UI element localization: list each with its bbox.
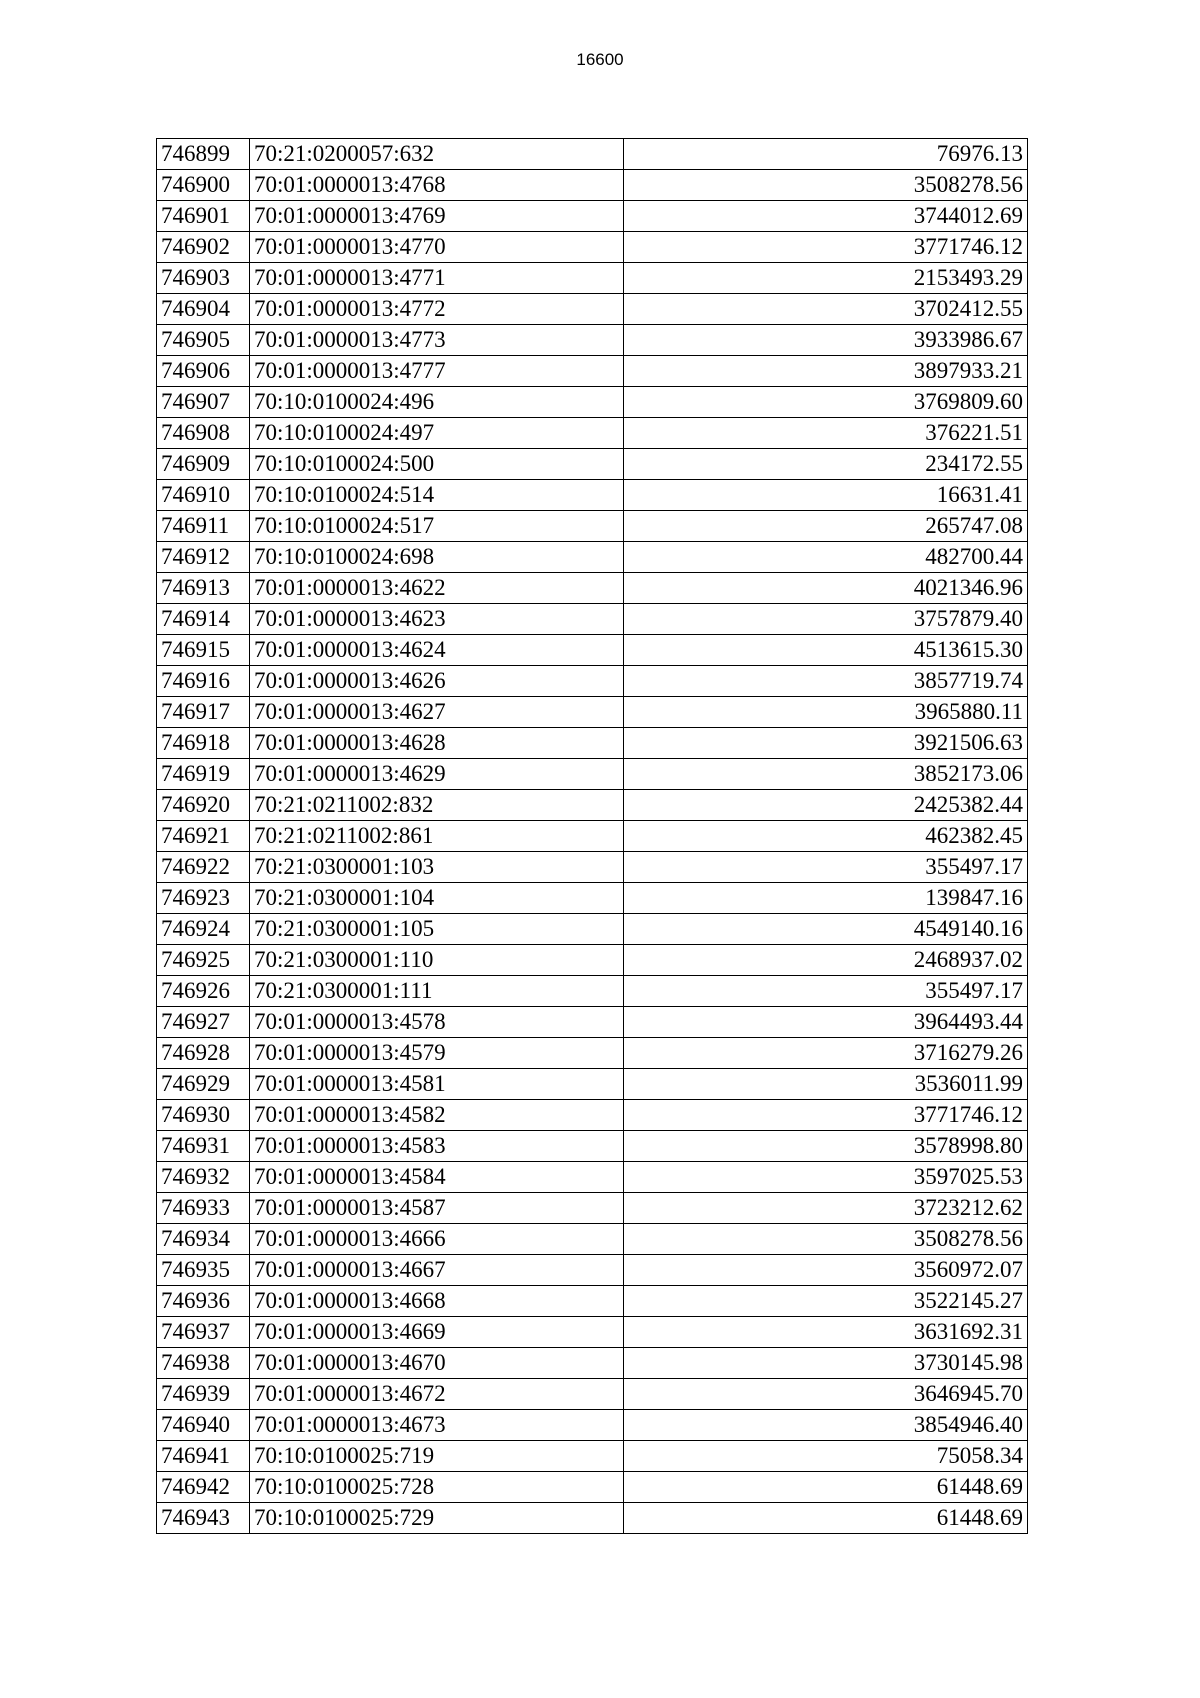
cadastral-number-cell: 70:01:0000013:4772 (250, 294, 624, 325)
row-number-cell: 746901 (157, 201, 250, 232)
table-row (157, 976, 1028, 1007)
table-row (157, 263, 1028, 294)
table-row (157, 852, 1028, 883)
table-row (157, 790, 1028, 821)
value-cell: 3852173.06 (624, 759, 1028, 790)
value-cell: 3508278.56 (624, 170, 1028, 201)
row-number-cell: 746934 (157, 1224, 250, 1255)
row-number-cell: 746907 (157, 387, 250, 418)
cadastral-number-cell: 70:10:0100024:496 (250, 387, 624, 418)
row-number-cell: 746924 (157, 914, 250, 945)
table-row (157, 573, 1028, 604)
cadastral-number-cell: 70:01:0000013:4667 (250, 1255, 624, 1286)
table-row (157, 325, 1028, 356)
value-cell: 3723212.62 (624, 1193, 1028, 1224)
value-cell: 2468937.02 (624, 945, 1028, 976)
cadastral-number-cell: 70:10:0100024:500 (250, 449, 624, 480)
table-row (157, 201, 1028, 232)
cadastral-number-cell: 70:01:0000013:4581 (250, 1069, 624, 1100)
value-cell: 3757879.40 (624, 604, 1028, 635)
value-cell: 3730145.98 (624, 1348, 1028, 1379)
cadastral-number-cell: 70:01:0000013:4626 (250, 666, 624, 697)
row-number-cell: 746910 (157, 480, 250, 511)
row-number-cell: 746906 (157, 356, 250, 387)
cadastral-number-cell: 70:21:0300001:110 (250, 945, 624, 976)
value-cell: 3631692.31 (624, 1317, 1028, 1348)
row-number-cell: 746923 (157, 883, 250, 914)
value-cell: 3769809.60 (624, 387, 1028, 418)
cadastral-number-cell: 70:01:0000013:4627 (250, 697, 624, 728)
cadastral-number-cell: 70:01:0000013:4773 (250, 325, 624, 356)
cadastral-number-cell: 70:10:0100024:514 (250, 480, 624, 511)
table-body (157, 139, 1028, 1534)
value-cell: 462382.45 (624, 821, 1028, 852)
value-cell: 16631.41 (624, 480, 1028, 511)
cadastral-number-cell: 70:01:0000013:4669 (250, 1317, 624, 1348)
value-cell: 355497.17 (624, 852, 1028, 883)
row-number-cell: 746926 (157, 976, 250, 1007)
cadastral-number-cell: 70:01:0000013:4622 (250, 573, 624, 604)
cadastral-number-cell: 70:01:0000013:4624 (250, 635, 624, 666)
row-number-cell: 746929 (157, 1069, 250, 1100)
value-cell: 376221.51 (624, 418, 1028, 449)
row-number-cell: 746905 (157, 325, 250, 356)
cadastral-number-cell: 70:01:0000013:4628 (250, 728, 624, 759)
value-cell: 75058.34 (624, 1441, 1028, 1472)
table-row (157, 1441, 1028, 1472)
table-row (157, 728, 1028, 759)
value-cell: 3536011.99 (624, 1069, 1028, 1100)
row-number-cell: 746908 (157, 418, 250, 449)
value-cell: 4513615.30 (624, 635, 1028, 666)
value-cell: 234172.55 (624, 449, 1028, 480)
value-cell: 355497.17 (624, 976, 1028, 1007)
value-cell: 265747.08 (624, 511, 1028, 542)
cadastral-number-cell: 70:10:0100025:719 (250, 1441, 624, 1472)
table-row (157, 1131, 1028, 1162)
cadastral-number-cell: 70:01:0000013:4582 (250, 1100, 624, 1131)
cadastral-number-cell: 70:21:0200057:632 (250, 139, 624, 170)
row-number-cell: 746932 (157, 1162, 250, 1193)
value-cell: 3522145.27 (624, 1286, 1028, 1317)
cadastral-number-cell: 70:01:0000013:4769 (250, 201, 624, 232)
value-cell: 3857719.74 (624, 666, 1028, 697)
row-number-cell: 746909 (157, 449, 250, 480)
table-row (157, 945, 1028, 976)
table-row (157, 1038, 1028, 1069)
value-cell: 3771746.12 (624, 232, 1028, 263)
value-cell: 3646945.70 (624, 1379, 1028, 1410)
row-number-cell: 746940 (157, 1410, 250, 1441)
value-cell: 3965880.11 (624, 697, 1028, 728)
value-cell: 3921506.63 (624, 728, 1028, 759)
row-number-cell: 746918 (157, 728, 250, 759)
value-cell: 61448.69 (624, 1472, 1028, 1503)
table-row (157, 1410, 1028, 1441)
table-row (157, 666, 1028, 697)
row-number-cell: 746912 (157, 542, 250, 573)
row-number-cell: 746943 (157, 1503, 250, 1534)
cadastral-number-cell: 70:10:0100024:497 (250, 418, 624, 449)
value-cell: 3933986.67 (624, 325, 1028, 356)
row-number-cell: 746925 (157, 945, 250, 976)
row-number-cell: 746917 (157, 697, 250, 728)
value-cell: 3744012.69 (624, 201, 1028, 232)
cadastral-number-cell: 70:01:0000013:4578 (250, 1007, 624, 1038)
table-row (157, 1379, 1028, 1410)
row-number-cell: 746919 (157, 759, 250, 790)
value-cell: 3560972.07 (624, 1255, 1028, 1286)
value-cell: 2153493.29 (624, 263, 1028, 294)
table-row (157, 480, 1028, 511)
value-cell: 139847.16 (624, 883, 1028, 914)
value-cell: 3597025.53 (624, 1162, 1028, 1193)
table-row (157, 294, 1028, 325)
value-cell: 3897933.21 (624, 356, 1028, 387)
value-cell: 3854946.40 (624, 1410, 1028, 1441)
value-cell: 4549140.16 (624, 914, 1028, 945)
cadastral-number-cell: 70:21:0300001:104 (250, 883, 624, 914)
page-number: 16600 (576, 50, 624, 69)
table-row (157, 604, 1028, 635)
value-cell: 61448.69 (624, 1503, 1028, 1534)
value-cell: 3508278.56 (624, 1224, 1028, 1255)
cadastral-number-cell: 70:01:0000013:4673 (250, 1410, 624, 1441)
table-row (157, 1193, 1028, 1224)
table-row (157, 542, 1028, 573)
table-row (157, 914, 1028, 945)
table-row (157, 418, 1028, 449)
row-number-cell: 746941 (157, 1441, 250, 1472)
table-row (157, 1255, 1028, 1286)
cadastral-number-cell: 70:01:0000013:4666 (250, 1224, 624, 1255)
row-number-cell: 746936 (157, 1286, 250, 1317)
cadastral-number-cell: 70:21:0300001:111 (250, 976, 624, 1007)
value-cell: 3702412.55 (624, 294, 1028, 325)
cadastral-number-cell: 70:01:0000013:4777 (250, 356, 624, 387)
row-number-cell: 746903 (157, 263, 250, 294)
cadastral-number-cell: 70:21:0211002:832 (250, 790, 624, 821)
row-number-cell: 746913 (157, 573, 250, 604)
value-cell: 3716279.26 (624, 1038, 1028, 1069)
cadastral-number-cell: 70:01:0000013:4583 (250, 1131, 624, 1162)
table-row (157, 387, 1028, 418)
cadastral-number-cell: 70:10:0100024:517 (250, 511, 624, 542)
row-number-cell: 746930 (157, 1100, 250, 1131)
table-row (157, 759, 1028, 790)
table-row (157, 821, 1028, 852)
cadastral-number-cell: 70:21:0211002:861 (250, 821, 624, 852)
cadastral-number-cell: 70:01:0000013:4768 (250, 170, 624, 201)
table-row (157, 635, 1028, 666)
row-number-cell: 746921 (157, 821, 250, 852)
row-number-cell: 746915 (157, 635, 250, 666)
cadastral-number-cell: 70:01:0000013:4770 (250, 232, 624, 263)
value-cell: 3578998.80 (624, 1131, 1028, 1162)
cadastral-number-cell: 70:21:0300001:103 (250, 852, 624, 883)
row-number-cell: 746900 (157, 170, 250, 201)
value-cell: 4021346.96 (624, 573, 1028, 604)
table-row (157, 1286, 1028, 1317)
value-cell: 76976.13 (624, 139, 1028, 170)
table-row (157, 1069, 1028, 1100)
row-number-cell: 746928 (157, 1038, 250, 1069)
table-row (157, 356, 1028, 387)
cadastral-number-cell: 70:10:0100025:729 (250, 1503, 624, 1534)
cadastral-number-cell: 70:21:0300001:105 (250, 914, 624, 945)
table-row (157, 1224, 1028, 1255)
cadastral-number-cell: 70:01:0000013:4670 (250, 1348, 624, 1379)
cadastral-number-cell: 70:01:0000013:4771 (250, 263, 624, 294)
row-number-cell: 746916 (157, 666, 250, 697)
row-number-cell: 746922 (157, 852, 250, 883)
cadastral-number-cell: 70:01:0000013:4668 (250, 1286, 624, 1317)
row-number-cell: 746899 (157, 139, 250, 170)
table-row (157, 139, 1028, 170)
table-row (157, 511, 1028, 542)
table-row (157, 1348, 1028, 1379)
data-table (156, 138, 1028, 1534)
row-number-cell: 746927 (157, 1007, 250, 1038)
row-number-cell: 746911 (157, 511, 250, 542)
cadastral-number-cell: 70:01:0000013:4623 (250, 604, 624, 635)
cadastral-number-cell: 70:10:0100025:728 (250, 1472, 624, 1503)
table-row (157, 1317, 1028, 1348)
row-number-cell: 746933 (157, 1193, 250, 1224)
row-number-cell: 746902 (157, 232, 250, 263)
row-number-cell: 746904 (157, 294, 250, 325)
table-row (157, 1007, 1028, 1038)
table-row (157, 170, 1028, 201)
row-number-cell: 746920 (157, 790, 250, 821)
cadastral-number-cell: 70:01:0000013:4587 (250, 1193, 624, 1224)
table-row (157, 697, 1028, 728)
table-row (157, 1472, 1028, 1503)
cadastral-number-cell: 70:01:0000013:4579 (250, 1038, 624, 1069)
value-cell: 3964493.44 (624, 1007, 1028, 1038)
value-cell: 2425382.44 (624, 790, 1028, 821)
row-number-cell: 746914 (157, 604, 250, 635)
row-number-cell: 746931 (157, 1131, 250, 1162)
table-row (157, 883, 1028, 914)
row-number-cell: 746937 (157, 1317, 250, 1348)
row-number-cell: 746942 (157, 1472, 250, 1503)
table-row (157, 1503, 1028, 1534)
cadastral-number-cell: 70:01:0000013:4584 (250, 1162, 624, 1193)
table-row (157, 232, 1028, 263)
value-cell: 482700.44 (624, 542, 1028, 573)
value-cell: 3771746.12 (624, 1100, 1028, 1131)
table-row (157, 449, 1028, 480)
cadastral-number-cell: 70:10:0100024:698 (250, 542, 624, 573)
row-number-cell: 746939 (157, 1379, 250, 1410)
table-row (157, 1162, 1028, 1193)
cadastral-number-cell: 70:01:0000013:4629 (250, 759, 624, 790)
cadastral-number-cell: 70:01:0000013:4672 (250, 1379, 624, 1410)
row-number-cell: 746935 (157, 1255, 250, 1286)
row-number-cell: 746938 (157, 1348, 250, 1379)
table-row (157, 1100, 1028, 1131)
